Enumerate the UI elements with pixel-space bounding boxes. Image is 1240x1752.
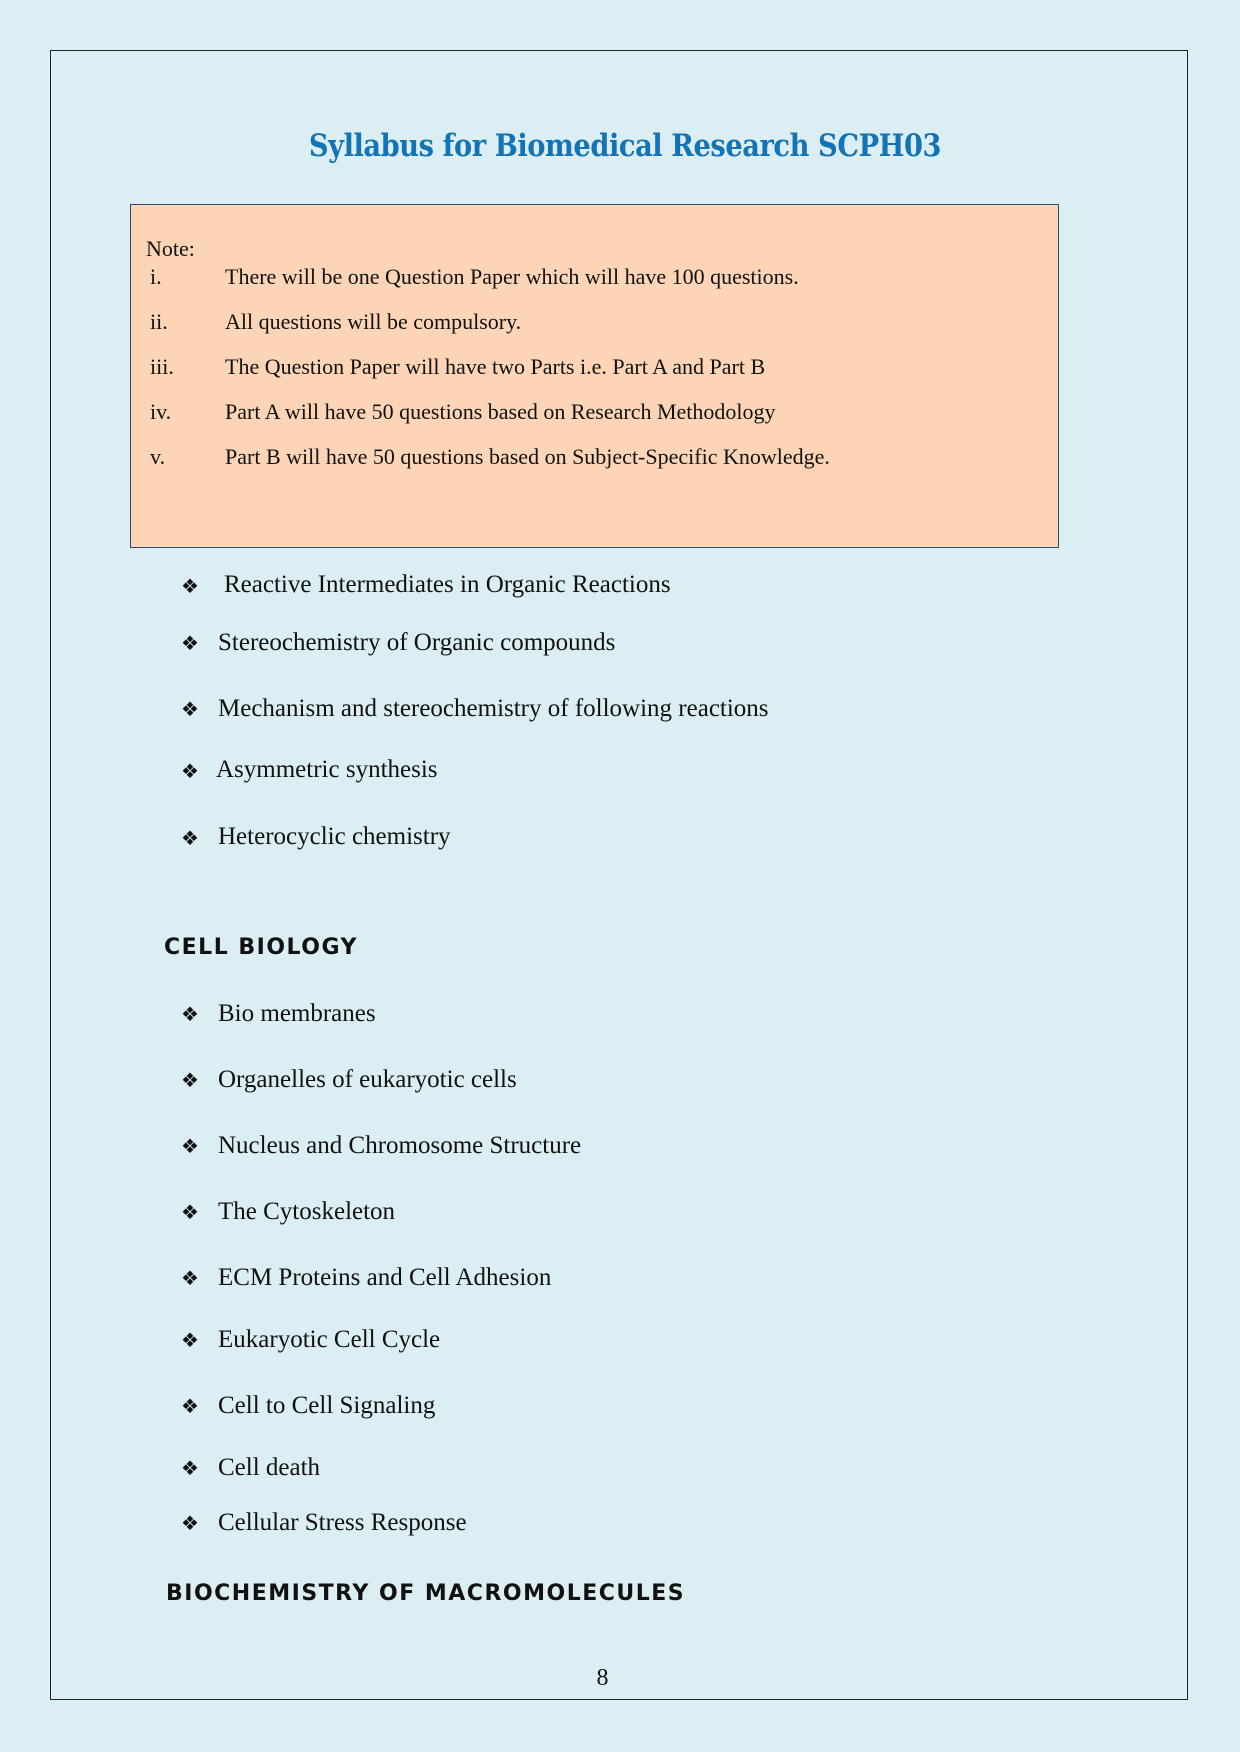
page-title: Syllabus for Biomedical Research SCPH03 (308, 128, 942, 164)
bullet-icon: ❖ (181, 1513, 199, 1535)
bullet-icon: ❖ (181, 1330, 199, 1352)
section-heading-biochemistry: BIOCHEMISTRY OF MACROMOLECULES (166, 1581, 686, 1606)
cell-biology-item: The Cytoskeleton (218, 1198, 396, 1225)
bullet-icon: ❖ (181, 1458, 199, 1480)
bullet-icon: ❖ (181, 1070, 199, 1092)
topic-item: Heterocyclic chemistry (218, 823, 451, 850)
bullet-icon: ❖ (181, 1396, 199, 1418)
cell-biology-item: Organelles of eukaryotic cells (218, 1066, 517, 1093)
note-item-text: There will be one Question Paper which will have 100 questions. (225, 264, 799, 289)
note-item-text: All questions will be compulsory. (225, 309, 522, 334)
note-item-number: ii. (150, 309, 168, 334)
section-heading-cell-biology: CELL BIOLOGY (164, 935, 358, 960)
bullet-icon: ❖ (181, 576, 199, 598)
cell-biology-item: Cell to Cell Signaling (218, 1392, 436, 1419)
note-item-number: iii. (150, 354, 174, 379)
cell-biology-item: Bio membranes (218, 1000, 376, 1027)
cell-biology-item: ECM Proteins and Cell Adhesion (218, 1264, 552, 1291)
note-item-number: iv. (150, 399, 172, 424)
note-item-text: Part B will have 50 questions based on Subject-Specific Knowledge. (225, 444, 830, 469)
bullet-icon: ❖ (181, 1202, 199, 1224)
cell-biology-item: Cellular Stress Response (218, 1509, 467, 1536)
cell-biology-item: Nucleus and Chromosome Structure (218, 1132, 582, 1159)
bullet-icon: ❖ (181, 1136, 199, 1158)
topic-item: Asymmetric synthesis (216, 756, 438, 783)
cell-biology-item: Eukaryotic Cell Cycle (218, 1326, 441, 1353)
bullet-icon: ❖ (181, 633, 199, 655)
topic-item: Reactive Intermediates in Organic Reactions (224, 571, 671, 598)
bullet-icon: ❖ (181, 761, 199, 783)
bullet-icon: ❖ (181, 1004, 199, 1026)
note-item-number: i. (150, 264, 162, 289)
note-item-number: v. (150, 444, 166, 469)
note-item-text: The Question Paper will have two Parts i.e. Part A and Part B (225, 354, 766, 379)
cell-biology-item: Cell death (218, 1454, 321, 1481)
bullet-icon: ❖ (181, 699, 199, 721)
bullet-icon: ❖ (181, 1268, 199, 1290)
page-number: 8 (596, 1665, 609, 1691)
topic-item: Mechanism and stereochemistry of following reactions (218, 695, 769, 722)
note-label: Note: (146, 236, 195, 261)
topic-item: Stereochemistry of Organic compounds (218, 629, 616, 656)
bullet-icon: ❖ (181, 828, 199, 850)
note-item-text: Part A will have 50 questions based on Research Methodology (225, 399, 776, 424)
